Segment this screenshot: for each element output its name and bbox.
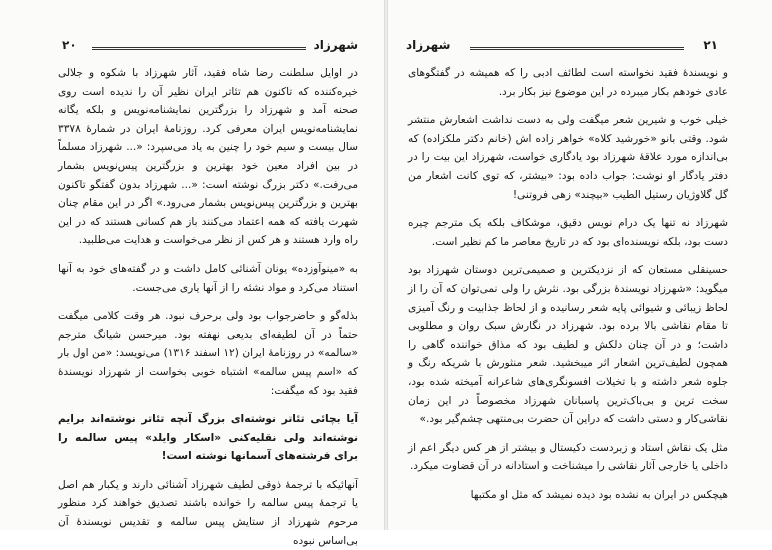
right-paragraph: و نویسندهٔ فقید نخواسته است لطائف ادبی را که همیشه در گفتگوهای عادی خودهم بکار میبرده در این موضوع نیز بکار برد. (408, 67, 728, 98)
left-header-rule (92, 47, 306, 50)
right-paragraph: حسینقلی مستعان که از نزدیکترین و صمیمی‌ترین دوستان شهرزاد بود میگوید: «شهرزاد نویسندهٔ بزرگی بود. نثرش را ولی نمی‌توان که آن را از لحاظ زیبائی و شیوائی پایه شعر رسانیده و از لحاظ جذابیت و رنگ آمیزی تا مقام نقاشی بالا برده بود. شهرزاد در نگارش سبک روان و مطلوبی داشت؛ و در آن چنان دلکش و لطیف بود که مذاق خواننده گاهی را همچون لطیف‌ترین اشعار اثر میبخشید. شعر منثورش با شریکه رنگ و جلوه شعر داشته و با تخیلات افسونگری‌های شاعرانه آمیخته شده بود، سخت ترین و بی‌باک‌ترین پاسبانان شهرزاد مخصوصاً در این زمان نقاشی‌کار و دستی داشت که دراین آن حضرت بی‌منتهی چشم‌گیر بود.» (408, 264, 728, 426)
left-page-number: ۲۰ (62, 38, 77, 52)
left-bold-quote: آیا بچائی تئاتر نوشته‌ای بزرگ آنچه تئاتر نوشته‌اند برایم نوشته‌اند ولی نقلیه‌کنی «اسکار وایلد» پیس سالمه را برای فرشته‌های آسمانها نوشته است! (58, 413, 358, 463)
left-paragraph: در اوایل سلطنت رضا شاه فقید، آثار شهرزاد با شکوه و جلالی خیره‌کننده که تاکنون هم تئاتر ایران نظیر آن را ندیده است روی صحنه آمد و شهرزاد را بزرگترین نمایشنامه‌نویس و بلکه یگانه نمایشنامه‌نویس ایران معرفی کرد. روزنامهٔ ایران در شمارهٔ ۳۳۷۸ سال بیست و سیم خود را چنین به یاد می‌سپرد: «... شهرزاد مسلماً در بین افراد معین خود بهترین و بزرگترین پیس‌نویس بشمار می‌رفت.» دکتر بزرگ نوشته است: «... شهرزاد بدون گفتگو تاکنون بهترین و بزرگترین پیس‌نویس بشمار می‌رود.» اگر در این مقام چنان شهرت یافته که همه اعتماد می‌کنند باز هم کسانی هستند که در این راه وارد هستند و هر کس از نظر می‌خواست و هدایت می‌طلبید. (58, 67, 358, 247)
left-page-body (58, 64, 358, 550)
left-paragraph: بذله‌گو و حاضرجواب بود ولی برحرف نبود. هر وقت کلامی میگفت حتماً در آن لطیفه‌ای بدیعی نهفته بود. میرحسن شیانگ مترجم «سالمه» در روزنامهٔ ایران (۱۲ اسفند ۱۳۱۶) می‌نویسد: «من اول بار که «اسم پیس سالمه» اشتباه خوبی بخواست از شهرزاد نویسندهٔ فقید بود که میگفت: (58, 310, 359, 397)
right-page-body (408, 64, 728, 504)
right-header-rule (470, 47, 684, 50)
left-page (0, 0, 384, 547)
left-paragraph: به «مینوآوزده» یونان آشنائی کامل داشت و در گفته‌های خود به آنها استناد می‌کرد و مواد نشئه را از آنها یاری می‌جست. (58, 262, 358, 294)
right-paragraph: شهرزاد نه تنها یک درام نویس دقیق، موشکاف بلکه یک مترجم چیره دست بود، بلکه نویسنده‌ای بود که در تاریخ معاصر ما کم نظیر است. (408, 217, 728, 248)
right-paragraph: هیچکس در ایران به نشده بود دیده نمیشد که مثل او مکتبها (470, 488, 728, 501)
right-paragraph: مثل یک نقاش استاد و زبردست دکیستال و بیشتر از هر کس دیگر اعم از داخلی یا خارجی آثار نقاشی را میشناخت و استادانه در آن قضاوت میکرد. (408, 441, 728, 473)
right-running-title: شهرزاد (406, 38, 451, 52)
left-page-header (58, 38, 358, 58)
left-running-title: شهرزاد (313, 38, 358, 52)
right-page-number: ۲۱ (703, 38, 718, 52)
left-paragraph: آنهائیکه با ترجمهٔ ذوقی لطیف شهرزاد آشنائی دارند و یکبار هم اصل یا ترجمهٔ پیس سالمه را خوانده باشند تصدیق خواهند کرد منظور مرحوم شهرزاد از ستایش پیس سالمه و تقدیس نویسندهٔ آن بی‌اساس نبوده (58, 478, 358, 547)
right-page-header (406, 38, 724, 58)
right-page (388, 0, 772, 530)
right-paragraph: خیلی خوب و شیرین شعر میگفت ولی به دست نداشت اشعارش منتشر شود. وقتی بانو «خورشید کلاه» خواهر زاده اش (خانم دکتر ملکزاده) که بی‌اندازه مورد علاقهٔ شهرزاد بود یادگاری خواست، شهرزاد این بیت را در دفتر یادگار او نوشت: جواب داده بود: «بیشتر، که توی کانت اشعار من گل گلاوژیان رستیل الطیب «بیچند» زهی فروتنی! (408, 114, 728, 201)
